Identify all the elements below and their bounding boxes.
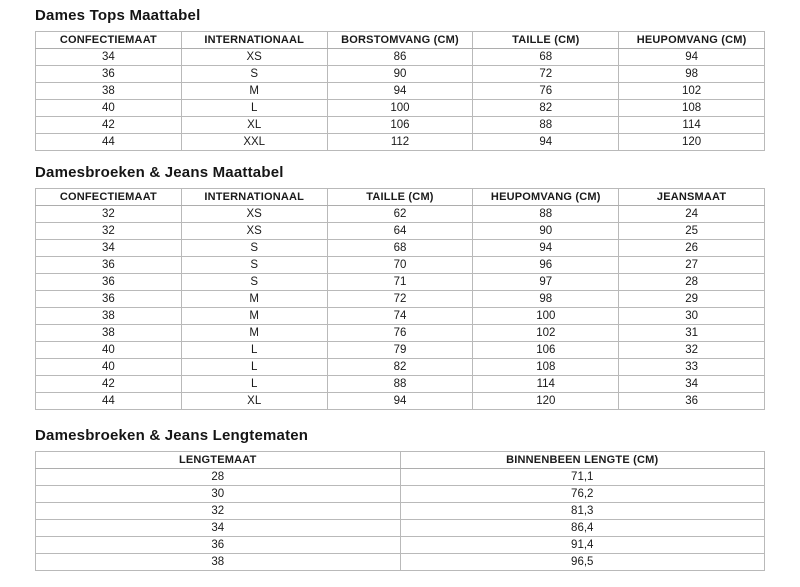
pants-jeans-length-chart-title: Damesbroeken & Jeans Lengtematen bbox=[35, 427, 309, 444]
table-cell: 40 bbox=[36, 100, 182, 117]
table-cell: 94 bbox=[473, 134, 619, 151]
table-cell: S bbox=[181, 257, 327, 274]
table-row bbox=[36, 66, 765, 83]
table-row bbox=[36, 223, 765, 240]
table-row bbox=[36, 520, 765, 537]
table-cell: 34 bbox=[36, 49, 182, 66]
table-cell: 70 bbox=[327, 257, 473, 274]
column-header: JEANSMAAT bbox=[619, 189, 765, 206]
header-row bbox=[36, 452, 765, 469]
table-cell: 32 bbox=[36, 223, 182, 240]
table-cell: 68 bbox=[327, 240, 473, 257]
table-row bbox=[36, 83, 765, 100]
table-cell: 94 bbox=[327, 393, 473, 410]
header-row bbox=[36, 32, 765, 49]
table-row bbox=[36, 308, 765, 325]
table-cell: 100 bbox=[327, 100, 473, 117]
table-cell: 102 bbox=[473, 325, 619, 342]
table-row bbox=[36, 206, 765, 223]
table-cell: XXL bbox=[181, 134, 327, 151]
table-cell: 36 bbox=[36, 257, 182, 274]
table-cell: 30 bbox=[619, 308, 765, 325]
table-row bbox=[36, 393, 765, 410]
table-cell: 32 bbox=[36, 503, 401, 520]
table-cell: 27 bbox=[619, 257, 765, 274]
table-cell: L bbox=[181, 376, 327, 393]
table-cell: 108 bbox=[473, 359, 619, 376]
table-row bbox=[36, 291, 765, 308]
table-cell: 112 bbox=[327, 134, 473, 151]
table-cell: 38 bbox=[36, 554, 401, 571]
column-header: HEUPOMVANG (CM) bbox=[473, 189, 619, 206]
table-cell: 28 bbox=[619, 274, 765, 291]
tops-size-table bbox=[35, 31, 765, 151]
table-cell: 42 bbox=[36, 376, 182, 393]
table-cell: XL bbox=[181, 393, 327, 410]
table-cell: 25 bbox=[619, 223, 765, 240]
column-header: BORSTOMVANG (CM) bbox=[327, 32, 473, 49]
table-cell: 36 bbox=[619, 393, 765, 410]
table-cell: 36 bbox=[36, 274, 182, 291]
table-cell: 42 bbox=[36, 117, 182, 134]
table-cell: 34 bbox=[36, 520, 401, 537]
pants-jeans-length-table bbox=[35, 451, 765, 571]
table-row bbox=[36, 100, 765, 117]
table-row bbox=[36, 342, 765, 359]
table-cell: 71 bbox=[327, 274, 473, 291]
table-cell: 94 bbox=[473, 240, 619, 257]
table-cell: 40 bbox=[36, 342, 182, 359]
table-cell: 88 bbox=[473, 117, 619, 134]
table-cell: 29 bbox=[619, 291, 765, 308]
pants-jeans-size-chart-section bbox=[35, 163, 765, 410]
table-cell: 120 bbox=[473, 393, 619, 410]
table-cell: 33 bbox=[619, 359, 765, 376]
header-row bbox=[36, 189, 765, 206]
table-cell: 44 bbox=[36, 134, 182, 151]
table-cell: 76 bbox=[473, 83, 619, 100]
table-cell: 76 bbox=[327, 325, 473, 342]
column-header: CONFECTIEMAAT bbox=[36, 32, 182, 49]
table-cell: 32 bbox=[619, 342, 765, 359]
table-row bbox=[36, 274, 765, 291]
table-cell: 114 bbox=[619, 117, 765, 134]
table-cell: 88 bbox=[327, 376, 473, 393]
table-cell: 81,3 bbox=[400, 503, 765, 520]
table-row bbox=[36, 469, 765, 486]
table-cell: XS bbox=[181, 49, 327, 66]
table-cell: S bbox=[181, 66, 327, 83]
table-cell: 97 bbox=[473, 274, 619, 291]
table-row bbox=[36, 537, 765, 554]
table-cell: 62 bbox=[327, 206, 473, 223]
table-cell: 94 bbox=[619, 49, 765, 66]
table-cell: 120 bbox=[619, 134, 765, 151]
table-cell: 74 bbox=[327, 308, 473, 325]
table-cell: 40 bbox=[36, 359, 182, 376]
table-cell: 68 bbox=[473, 49, 619, 66]
table-cell: 86 bbox=[327, 49, 473, 66]
column-header: TAILLE (CM) bbox=[327, 189, 473, 206]
table-cell: 96,5 bbox=[400, 554, 765, 571]
column-header: TAILLE (CM) bbox=[473, 32, 619, 49]
table-cell: 88 bbox=[473, 206, 619, 223]
table-cell: 79 bbox=[327, 342, 473, 359]
pants-jeans-size-table bbox=[35, 188, 765, 410]
table-cell: S bbox=[181, 240, 327, 257]
table-cell: 86,4 bbox=[400, 520, 765, 537]
column-header: HEUPOMVANG (CM) bbox=[619, 32, 765, 49]
table-cell: 98 bbox=[619, 66, 765, 83]
table-row bbox=[36, 359, 765, 376]
column-header: CONFECTIEMAAT bbox=[36, 189, 182, 206]
table-cell: M bbox=[181, 83, 327, 100]
table-cell: 36 bbox=[36, 537, 401, 554]
table-cell: 36 bbox=[36, 291, 182, 308]
table-cell: 26 bbox=[619, 240, 765, 257]
table-cell: 72 bbox=[473, 66, 619, 83]
table-cell: 34 bbox=[619, 376, 765, 393]
table-cell: M bbox=[181, 325, 327, 342]
table-row bbox=[36, 486, 765, 503]
table-cell: 108 bbox=[619, 100, 765, 117]
table-cell: 38 bbox=[36, 325, 182, 342]
table-cell: L bbox=[181, 100, 327, 117]
table-cell: S bbox=[181, 274, 327, 291]
table-row bbox=[36, 257, 765, 274]
table-cell: 31 bbox=[619, 325, 765, 342]
table-cell: M bbox=[181, 308, 327, 325]
table-cell: 38 bbox=[36, 83, 182, 100]
table-row bbox=[36, 376, 765, 393]
table-cell: 32 bbox=[36, 206, 182, 223]
table-cell: M bbox=[181, 291, 327, 308]
table-cell: 100 bbox=[473, 308, 619, 325]
table-cell: 94 bbox=[327, 83, 473, 100]
tops-size-chart-section bbox=[35, 6, 765, 151]
tops-size-chart-title: Dames Tops Maattabel bbox=[35, 7, 201, 24]
table-cell: 102 bbox=[619, 83, 765, 100]
table-cell: 91,4 bbox=[400, 537, 765, 554]
table-cell: 71,1 bbox=[400, 469, 765, 486]
table-cell: L bbox=[181, 359, 327, 376]
table-cell: 98 bbox=[473, 291, 619, 308]
table-cell: 64 bbox=[327, 223, 473, 240]
table-cell: 82 bbox=[473, 100, 619, 117]
table-cell: 76,2 bbox=[400, 486, 765, 503]
table-cell: 106 bbox=[327, 117, 473, 134]
table-cell: XL bbox=[181, 117, 327, 134]
table-row bbox=[36, 240, 765, 257]
table-row bbox=[36, 49, 765, 66]
table-cell: 38 bbox=[36, 308, 182, 325]
table-cell: XS bbox=[181, 223, 327, 240]
pants-jeans-size-chart-title: Damesbroeken & Jeans Maattabel bbox=[35, 164, 284, 181]
table-cell: L bbox=[181, 342, 327, 359]
table-cell: 90 bbox=[327, 66, 473, 83]
table-cell: 82 bbox=[327, 359, 473, 376]
table-row bbox=[36, 503, 765, 520]
table-row bbox=[36, 554, 765, 571]
table-cell: 72 bbox=[327, 291, 473, 308]
table-cell: 44 bbox=[36, 393, 182, 410]
table-row bbox=[36, 134, 765, 151]
table-cell: 114 bbox=[473, 376, 619, 393]
table-cell: 34 bbox=[36, 240, 182, 257]
table-cell: 106 bbox=[473, 342, 619, 359]
table-row bbox=[36, 325, 765, 342]
table-cell: 28 bbox=[36, 469, 401, 486]
table-cell: XS bbox=[181, 206, 327, 223]
column-header: BINNENBEEN LENGTE (CM) bbox=[400, 452, 765, 469]
table-row bbox=[36, 117, 765, 134]
table-cell: 96 bbox=[473, 257, 619, 274]
table-cell: 24 bbox=[619, 206, 765, 223]
table-cell: 90 bbox=[473, 223, 619, 240]
column-header: INTERNATIONAAL bbox=[181, 189, 327, 206]
column-header: INTERNATIONAAL bbox=[181, 32, 327, 49]
table-cell: 30 bbox=[36, 486, 401, 503]
column-header: LENGTEMAAT bbox=[36, 452, 401, 469]
pants-jeans-length-chart-section bbox=[35, 426, 765, 571]
table-cell: 36 bbox=[36, 66, 182, 83]
